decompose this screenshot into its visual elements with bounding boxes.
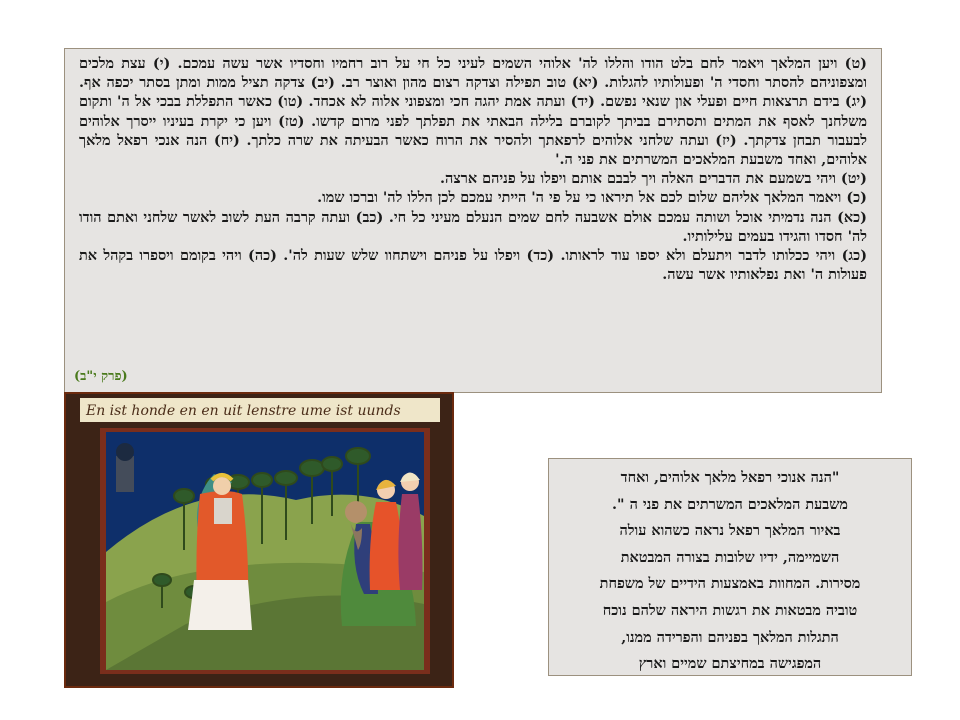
manuscript-illustration [64,392,454,688]
verse-paragraph: (כא) הנה נדמיתי אוכל ושותה עמכם אולם אשבעה לחם שמים הנעלם מעיני כל חי. (כב) ועתה קרבה העת לשוב לאשר שלחני ואתם הודו לה' חסדו והגידו בעמים עלילותיו. [79,208,867,245]
caption-line: "הנה אנוכי רפאל מלאך אלוהים, ואחד [620,469,840,486]
caption-line: התגלות המלאך בפניהם והפרידה ממנו, [621,628,839,646]
caption-line: באיור המלאך רפאל נראה כשהוא עולה [619,522,841,540]
caption-line: השמיימה, ידיו שלובות בצורה המבטאת [620,548,840,566]
caption-panel [548,458,912,676]
verse-paragraph: (כ) ויאמר המלאך אליהם שלום לכם אל תיראו כי על פי ה' הייתי עמכם לכן הללו לה' וברכו שמו. [317,189,867,207]
chapter-label: (פרק י"ב) [74,369,128,384]
verse-paragraph: (יט) ויהי בשמעם את הדברים האלה ויך לבבם אותם ויפלו על פניהם ארצה. [439,170,867,188]
illustration-banner-text: En ist honde en en uit lenstre ume ist uunds [86,403,401,419]
caption-line: טוביה מבטאות את רגשות היראה שלהם נוכח [602,601,858,619]
caption-line: המפגישה במחיצתם שמיים וארץ [638,655,822,673]
caption-line: משבעת המלאכים המשרתים את פני ה ". [612,495,848,513]
main-text-panel [64,48,882,393]
verse-paragraph: (כג) ויהי ככלותו לדבר ויתעלם ולא יספו עוד לראותו. (כד) ויפלו על פניהם וישתחוו שלש שעות לה'. (כה) ויהי בקומם ויספרו בקהל את פעולות ה' ואת נפלאותיו אשר עשה. [79,247,867,284]
caption-line: מסירות. המחוות באמצעות הידיים של משפחת [599,575,861,593]
verse-paragraph: (ט) ויען המלאך ויאמר לחם בלט הודו והללו לה' אלוהי השמים לעיני כל חי על רוב רחמיו וחסדיו אשר עשה עמכם. (י) עצת מלכים ומצפוניהם להסתר וחסדי ה' ופעולותיו להגלות. (יא) טוב תפילה וצדקה רצום מהון ואוצר רב. (יב) צדקה תציל ממות ומתן בסתר יכפה אף. (יג) בידם תרצאות חיים ופעלי און שנאי נפשם. (יד) ועתה אמת יהגה חכי ומצפוני אלוה לא אכחד. (טו) כאשר התפללת בבכי אל ה' ותקום משלחנך לאסף את המתים ותסתירם בביתך לקוברם בלילה הבאתי את תפלתך לפני מרום קדשו. (טז) ויען כי יקרת בעיניו ייסרך אלוהים לבעבור תבחן צדקתך. (יז) ועתה שלחני אלוהים לרפאתך ולהסיר את הרוח כאשר הבעיתה את שרה כלתך. (יח) הנה אנכי רפאל מלאך אלוהים, ואחד משבעת המלאכים המשרתים את פני ה.' [79,55,867,169]
